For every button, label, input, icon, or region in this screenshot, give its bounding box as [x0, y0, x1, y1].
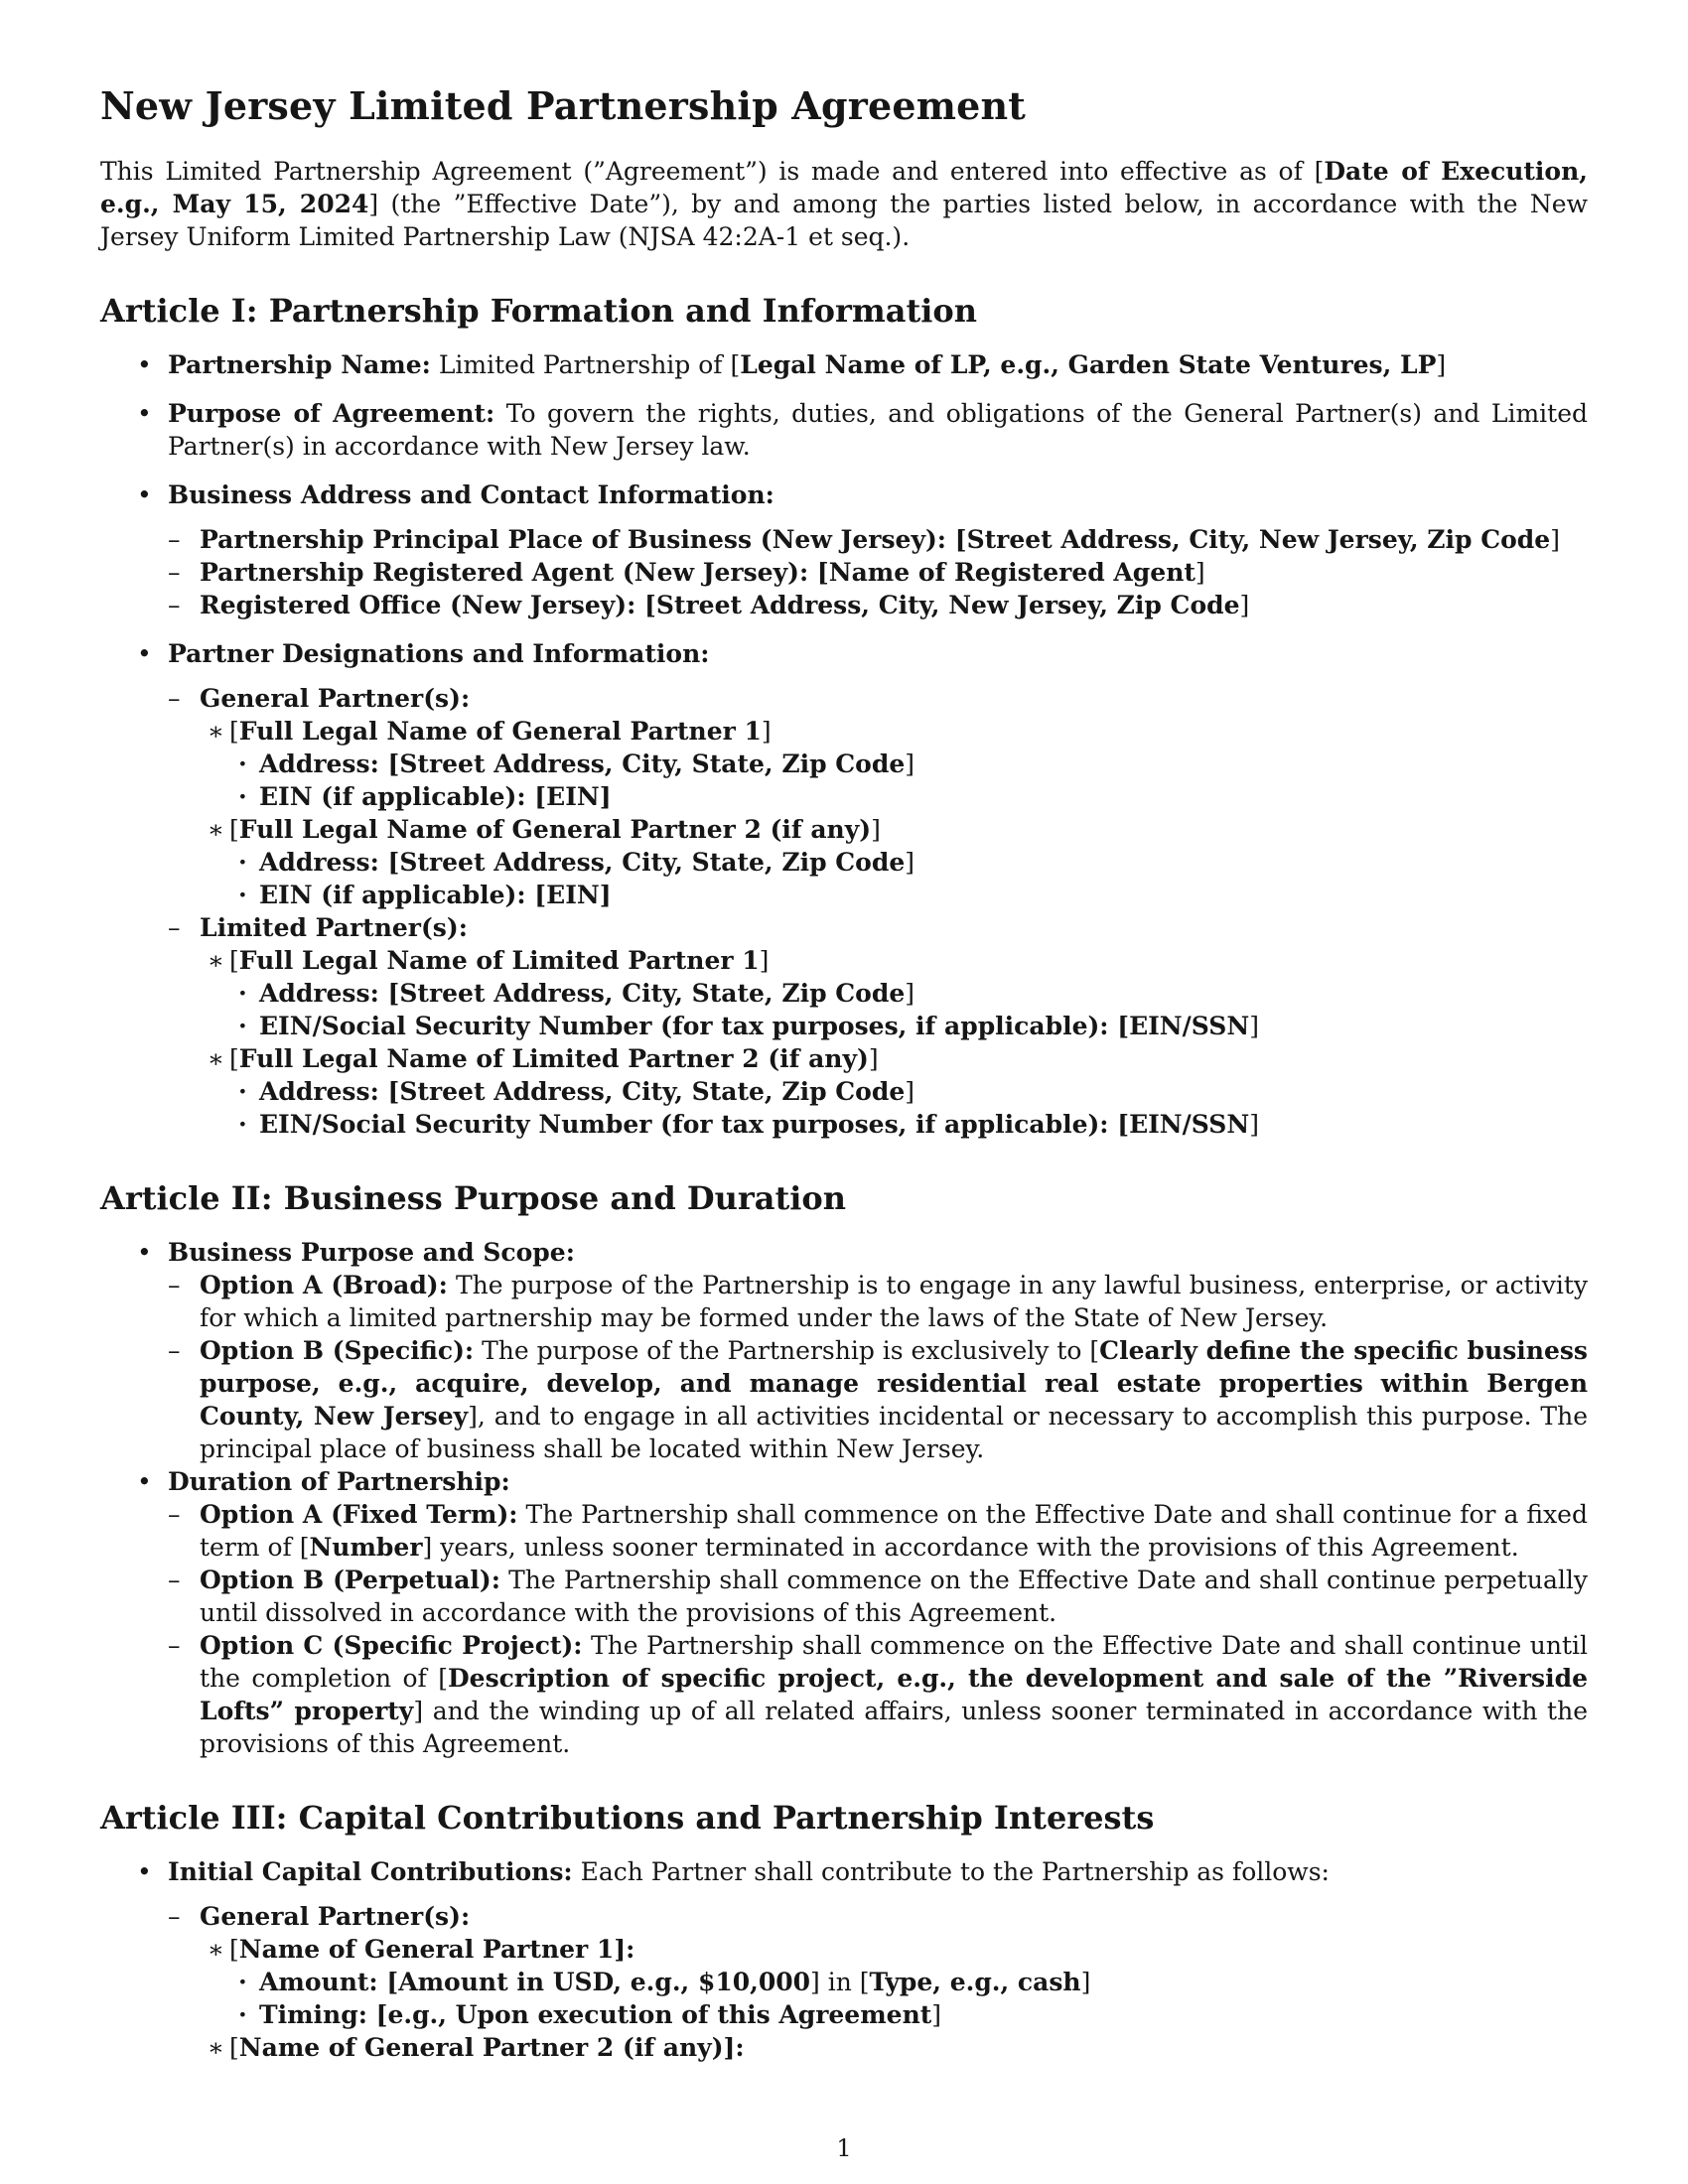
purpose-option-a [168, 1269, 1588, 1334]
label: Business Address and Contact Information: [168, 480, 774, 509]
text: Limited Partnership of [ [430, 350, 741, 379]
placeholder: Street Address, City, State, Zip Code [399, 979, 906, 1008]
placeholder: EIN [546, 782, 600, 811]
placeholder: Name of Registered Agent [828, 558, 1196, 587]
bracket: [ [229, 2033, 239, 2062]
bracket: ] [1436, 350, 1447, 379]
ssn-field [229, 1108, 1588, 1141]
general-partner-1 [200, 715, 1588, 813]
article-2-list [100, 1236, 1588, 1760]
placeholder: Street Address, City, New Jersey, Zip Code [655, 591, 1240, 619]
bracket: [ [229, 717, 239, 746]
intro-text-end: ] (the ”Effective Date”), by and among the parties listed below, in accordance with the New Jersey Uniform Limited Partnership Law (NJSA 42:2A-1 et seq.). [100, 190, 1588, 251]
label: Initial Capital Contributions: [168, 1857, 573, 1886]
contribution-list [168, 1900, 1588, 2064]
bracket: ] [905, 848, 914, 877]
placeholder: Full Legal Name of General Partner 2 (if any) [238, 815, 872, 844]
duration-item [100, 1465, 1588, 1760]
bracket: ] [1080, 1968, 1091, 1996]
label: Partnership Name: [168, 350, 431, 379]
amount-field [229, 1966, 1588, 1998]
article-3-heading: Article III: Capital Contributions and Partnership Interests [100, 1799, 1155, 1837]
label: Address: [ [259, 750, 400, 778]
article-3-list [100, 1855, 1588, 2064]
document-title: New Jersey Limited Partnership Agreement [100, 83, 1027, 128]
principal-place-item [168, 523, 1588, 556]
placeholder: Street Address, City, New Jersey, Zip Code [966, 525, 1551, 554]
label: Option A (Broad): [200, 1271, 448, 1299]
placeholder: Type, e.g., cash [869, 1968, 1081, 1996]
address-field [229, 1075, 1588, 1108]
placeholder: Amount in USD, e.g., $10,000 [398, 1968, 811, 1996]
label: Option B (Perpetual): [200, 1566, 500, 1594]
text: ] years, unless sooner terminated in accordance with the provisions of this Agreement. [422, 1533, 1519, 1562]
placeholder: Name of General Partner 2 (if any) [238, 2033, 724, 2062]
placeholder: EIN/SSN [1129, 1012, 1250, 1040]
bracket: ] [871, 815, 881, 844]
article-2-heading: Article II: Business Purpose and Duration [100, 1179, 847, 1217]
label: Duration of Partnership: [168, 1467, 510, 1496]
placeholder: Name of General Partner 1 [238, 1935, 615, 1964]
ssn-field [229, 1010, 1588, 1042]
general-partner-contrib-list [200, 1933, 1588, 2064]
label: Purpose of Agreement: [168, 399, 495, 428]
bracket: ] [905, 750, 914, 778]
bracket: ] [761, 717, 772, 746]
bracket: ] [931, 2000, 942, 2029]
placeholder: Number [309, 1533, 423, 1562]
placeholder: Full Legal Name of Limited Partner 1 [238, 946, 760, 975]
general-partner-2 [200, 813, 1588, 911]
ein-field [229, 879, 1588, 911]
placeholder: e.g., Upon execution of this Agreement [387, 2000, 932, 2029]
placeholder: Street Address, City, State, Zip Code [399, 848, 906, 877]
partner-fields [229, 977, 1588, 1042]
bracket: ] [905, 979, 914, 1008]
text: ] in [ [810, 1968, 870, 1996]
general-partner-2-contrib [200, 2031, 1588, 2064]
article-2 [100, 1178, 1588, 1760]
partner-fields [229, 748, 1588, 813]
bracket: [ [229, 815, 239, 844]
label: Partnership Registered Agent (New Jersey): [ [200, 558, 829, 587]
bracket: ] [905, 1077, 914, 1106]
label: EIN/Social Security Number (for tax purposes, if applicable): [ [259, 1012, 1130, 1040]
label: Option B (Specific): [200, 1336, 475, 1365]
duration-options [168, 1498, 1588, 1760]
purpose-item [100, 397, 1588, 463]
general-partner-list [200, 715, 1588, 911]
label: EIN (if applicable): [ [259, 881, 547, 909]
placeholder: Description of specific project, e.g., the development and sale of the ”Riverside Lofts” property [200, 1664, 1588, 1725]
ein-field [229, 780, 1588, 813]
text: The purpose of the Partnership is exclusively to [ [474, 1336, 1100, 1365]
label: General Partner(s): [200, 1902, 471, 1931]
timing-field [229, 1998, 1588, 2031]
partnership-name-item [100, 348, 1588, 381]
text: ] and the winding up of all related affairs, unless sooner terminated in accordance with the provisions of this Agreement. [200, 1697, 1588, 1758]
bracket: [ [229, 1044, 239, 1073]
bracket: ] [1195, 558, 1205, 587]
bracket: [ [229, 1935, 239, 1964]
placeholder: Full Legal Name of Limited Partner 2 (if any) [238, 1044, 869, 1073]
page-number: 1 [836, 2134, 852, 2162]
duration-option-a [168, 1498, 1588, 1564]
label: General Partner(s): [200, 684, 471, 713]
placeholder: Legal Name of LP, e.g., Garden State Ventures, LP [740, 350, 1437, 379]
bracket: ] [1249, 1110, 1259, 1139]
placeholder: Street Address, City, State, Zip Code [399, 750, 906, 778]
registered-agent-item [168, 556, 1588, 589]
label: EIN/Social Security Number (for tax purposes, if applicable): [ [259, 1110, 1130, 1139]
article-1 [100, 291, 1588, 1141]
limited-partner-2 [200, 1042, 1588, 1141]
bracket: ] [1249, 1012, 1259, 1040]
label: Amount: [ [259, 1968, 399, 1996]
label: Address: [ [259, 979, 400, 1008]
bracket: ] [1550, 525, 1560, 554]
label: Option C (Specific Project): [200, 1631, 583, 1660]
limited-partner-1 [200, 944, 1588, 1042]
bracket: [ [229, 946, 239, 975]
bracket: ] [759, 946, 770, 975]
bracket: ] [868, 1044, 879, 1073]
limited-partner-list [200, 944, 1588, 1141]
bracket: ] [1239, 591, 1250, 619]
purpose-options [168, 1269, 1588, 1465]
placeholder: Full Legal Name of General Partner 1 [238, 717, 762, 746]
label: EIN (if applicable): [ [259, 782, 547, 811]
label: Timing: [ [259, 2000, 388, 2029]
text: The Partnership shall commence on the Effective Date and shall continue for a fixed term of [ [200, 1500, 1588, 1562]
general-partner-1-contrib [200, 1933, 1588, 2031]
label: Address: [ [259, 1077, 400, 1106]
business-address-item [100, 478, 1588, 621]
bracket: ] [599, 782, 612, 811]
label: Option A (Fixed Term): [200, 1500, 518, 1529]
article-1-list [100, 348, 1588, 1141]
text: The Partnership shall commence on the Effective Date and shall continue perpetually until dissolved in accordance with the provisions of this Agreement. [200, 1566, 1588, 1627]
contrib-fields [229, 1966, 1588, 2031]
registered-office-item [168, 589, 1588, 621]
label: Limited Partner(s): [200, 913, 468, 942]
label: Registered Office (New Jersey): [ [200, 591, 656, 619]
text: The Partnership shall commence on the Effective Date and shall continue until the completion of [ [200, 1631, 1588, 1693]
label: Partnership Principal Place of Business (New Jersey): [ [200, 525, 967, 554]
label: Partner Designations and Information: [168, 639, 710, 668]
duration-option-b [168, 1564, 1588, 1629]
intro-text: This Limited Partnership Agreement (”Agreement”) is made and entered into effective as of [ [100, 157, 1325, 186]
intro-paragraph [100, 155, 1588, 253]
limited-partners-item [168, 911, 1588, 1141]
document-page [100, 83, 1588, 2102]
purpose-option-b [168, 1334, 1588, 1465]
text: Each Partner shall contribute to the Partnership as follows: [572, 1857, 1330, 1886]
general-partners-contrib [168, 1900, 1588, 2064]
placeholder: Street Address, City, State, Zip Code [399, 1077, 906, 1106]
placeholder: Clearly define the specific business purpose, e.g., acquire, develop, and manage residential real estate properties within Bergen County, New Jersey [200, 1336, 1589, 1431]
address-field [229, 846, 1588, 879]
bracket: ]: [614, 1935, 635, 1964]
text: The purpose of the Partnership is to engage in any lawful business, enterprise, or activity for which a limited partnership may be formed under the laws of the State of New Jersey. [200, 1271, 1589, 1332]
label: Business Purpose and Scope: [168, 1238, 575, 1267]
partner-fields [229, 1075, 1588, 1141]
bracket: ] [599, 881, 612, 909]
address-list [168, 523, 1588, 621]
duration-option-c [168, 1629, 1588, 1760]
initial-contributions-item [100, 1855, 1588, 2064]
article-3 [100, 1798, 1588, 2064]
business-purpose-item [100, 1236, 1588, 1465]
placeholder: EIN [546, 881, 600, 909]
partner-fields [229, 846, 1588, 911]
partner-list [168, 682, 1588, 1141]
text: To govern the rights, duties, and obligations of the General Partner(s) and Limited Partner(s) in accordance with New Jersey law. [168, 399, 1588, 461]
intro-date-placeholder: Date of Execution, e.g., May 15, 2024 [100, 157, 1588, 218]
text: ], and to engage in all activities incidental or necessary to accomplish this purpose. The principal place of business shall be located within New Jersey. [200, 1402, 1588, 1463]
placeholder: EIN/SSN [1129, 1110, 1250, 1139]
label: Address: [ [259, 848, 400, 877]
article-1-heading: Article I: Partnership Formation and Information [100, 292, 978, 330]
bracket: ]: [723, 2033, 745, 2062]
general-partners-item [168, 682, 1588, 911]
address-field [229, 977, 1588, 1010]
partner-designations-item [100, 637, 1588, 1141]
address-field [229, 748, 1588, 780]
